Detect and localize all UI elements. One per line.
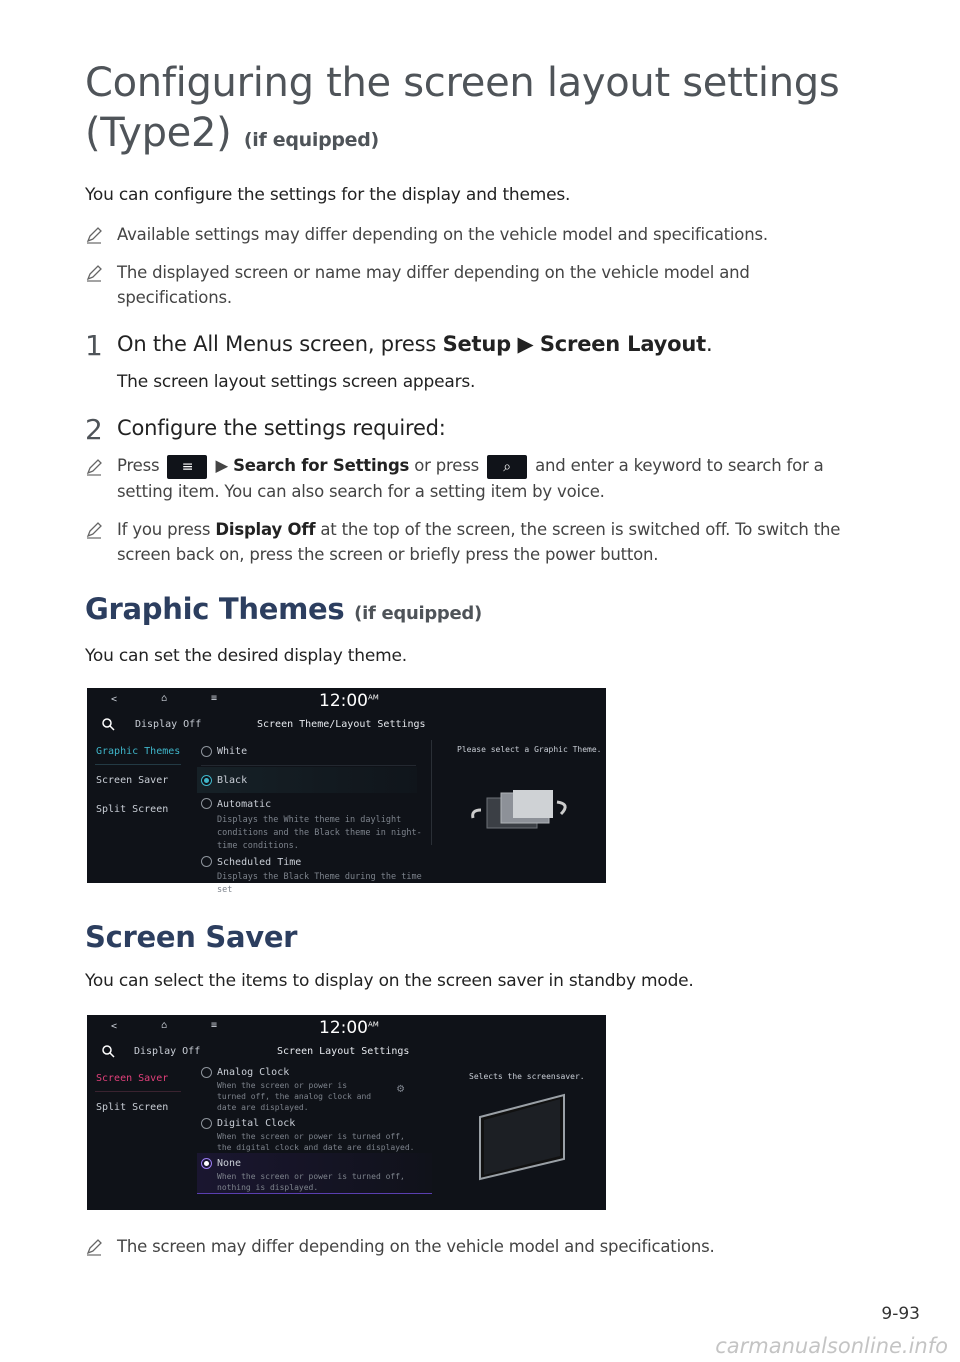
- step1-setup: Setup: [442, 332, 511, 356]
- note-or: or press: [409, 456, 479, 475]
- screenshot-theme-settings: [87, 688, 606, 895]
- note-do-c: at the top of the screen, the screen is switched off. To switch the: [315, 520, 841, 539]
- theme-illustration: [467, 788, 577, 833]
- pencil-icon: [85, 458, 103, 476]
- step2-text: Configure the settings required:: [117, 416, 446, 440]
- menu-icon: ≡: [167, 455, 207, 479]
- note-search-cont: setting item. You can also search for a setting item by voice.: [117, 482, 605, 501]
- back-icon[interactable]: <: [111, 1021, 118, 1032]
- nav-split-screen[interactable]: Split Screen: [96, 804, 169, 815]
- radio-digital[interactable]: [201, 1118, 212, 1129]
- monitor-illustration: [472, 1087, 572, 1187]
- nav-underline: [95, 1091, 181, 1092]
- section-heading-graphic: [85, 592, 482, 626]
- option-digital-desc: When the screen or power is turned off, the digital clock and date are displayed.: [217, 1132, 415, 1152]
- radio-automatic[interactable]: [201, 798, 212, 809]
- nav-split-screen[interactable]: Split Screen: [96, 1102, 169, 1113]
- note-bottom: The screen may differ depending on the vehicle model and specifications.: [117, 1237, 715, 1256]
- home-icon[interactable]: ⌂: [161, 1020, 168, 1031]
- nav-screen-saver[interactable]: Screen Saver: [96, 775, 169, 786]
- screen-header: Screen Theme/Layout Settings: [257, 719, 426, 730]
- panel-divider: [431, 740, 432, 845]
- screenshot-saver-settings: [87, 1015, 606, 1210]
- graphic-desc: You can set the desired display theme.: [85, 646, 407, 666]
- theme-hint: Please select a Graphic Theme.: [457, 745, 602, 754]
- clock-time: 12:00: [319, 1018, 368, 1038]
- radio-scheduled[interactable]: [201, 856, 212, 867]
- clock-ampm: AM: [368, 693, 379, 702]
- menu-icon[interactable]: ≡: [211, 1020, 218, 1031]
- radio-none[interactable]: [201, 1158, 212, 1169]
- note-search: [117, 453, 824, 479]
- radio-black[interactable]: [201, 775, 212, 786]
- watermark: carmanualsonline.info: [715, 1334, 948, 1358]
- option-black[interactable]: Black: [217, 775, 248, 786]
- back-icon[interactable]: <: [111, 694, 118, 705]
- note-arrow: ▶: [215, 456, 229, 475]
- pencil-icon: [85, 1238, 103, 1256]
- step1-end: .: [705, 332, 713, 356]
- note-settings-differ: Available settings may differ depending on the vehicle model and specifications.: [117, 225, 768, 244]
- option-none[interactable]: None: [217, 1158, 242, 1169]
- graphic-suffix: (if equipped): [354, 603, 482, 624]
- note-do-a: If you press: [117, 520, 216, 539]
- title-line2: (Type2): [85, 110, 232, 156]
- step1-text-a: On the All Menus screen, press: [117, 332, 443, 356]
- step1-sub: The screen layout settings screen appears.: [117, 372, 476, 392]
- intro-text: You can configure the settings for the display and themes.: [85, 185, 571, 205]
- step1-arrow: ▶: [510, 332, 540, 356]
- page-number: 9-93: [881, 1304, 920, 1324]
- display-off-button[interactable]: Display Off: [134, 1046, 201, 1057]
- step-number: 2: [85, 413, 103, 446]
- step1-layout: Screen Layout: [539, 332, 706, 356]
- option-none-desc: When the screen or power is turned off, nothing is displayed.: [217, 1172, 405, 1192]
- note-press: Press: [117, 456, 160, 475]
- pencil-icon: [85, 264, 103, 282]
- clock: [319, 1018, 379, 1038]
- note-screen-differ-cont: specifications.: [117, 288, 232, 307]
- pencil-icon: [85, 226, 103, 244]
- menu-icon[interactable]: ≡: [211, 693, 218, 704]
- option-analog[interactable]: Analog Clock: [217, 1067, 290, 1078]
- nav-underline: [95, 764, 181, 765]
- clock: [319, 691, 379, 711]
- page-title: [85, 58, 839, 165]
- note-screen-differ: The displayed screen or name may differ depending on the vehicle model and: [117, 263, 750, 282]
- screen-header: Screen Layout Settings: [277, 1046, 410, 1057]
- nav-screen-saver[interactable]: Screen Saver: [96, 1073, 169, 1084]
- search-icon[interactable]: [102, 1045, 115, 1058]
- option-scheduled[interactable]: Scheduled Time: [217, 857, 302, 868]
- note-display-off-cont: screen back on, press the screen or briefly press the power button.: [117, 545, 659, 564]
- title-suffix: (if equipped): [243, 129, 379, 151]
- option-white[interactable]: White: [217, 746, 248, 757]
- section-heading-saver: Screen Saver: [85, 920, 298, 954]
- step1-text: [117, 332, 712, 356]
- divider: [201, 765, 416, 766]
- graphic-heading: Graphic Themes: [85, 592, 345, 626]
- gear-icon[interactable]: ⚙: [397, 1081, 405, 1095]
- option-automatic[interactable]: Automatic: [217, 799, 272, 810]
- note-rest: and enter a keyword to search for a: [530, 456, 824, 475]
- display-off-button[interactable]: Display Off: [135, 719, 202, 730]
- nav-graphic-themes[interactable]: Graphic Themes: [96, 746, 181, 757]
- search-icon[interactable]: [102, 718, 115, 731]
- clock-time: 12:00: [319, 691, 368, 711]
- option-scheduled-desc: Displays the Black Theme during the time set: [217, 872, 422, 895]
- option-analog-desc: When the screen or power is turned off, the analog clock and date are displayed.: [217, 1081, 372, 1112]
- option-automatic-desc: Displays the White theme in daylight conditions and the Black theme in night-time conditions.: [217, 815, 422, 851]
- search-icon: ⌕: [487, 455, 527, 479]
- selected-underline: [197, 1193, 432, 1194]
- note-do-b: Display Off: [215, 520, 316, 539]
- note-search-settings: Search for Settings: [233, 456, 410, 475]
- title-line1: Configuring the screen layout settings: [85, 60, 840, 106]
- note-display-off: [117, 517, 840, 542]
- radio-analog[interactable]: [201, 1067, 212, 1078]
- saver-hint: Selects the screensaver.: [469, 1072, 585, 1081]
- saver-desc: You can select the items to display on the screen saver in standby mode.: [85, 971, 694, 991]
- option-digital[interactable]: Digital Clock: [217, 1118, 296, 1129]
- pencil-icon: [85, 521, 103, 539]
- step-number: 1: [85, 329, 103, 362]
- clock-ampm: AM: [368, 1020, 379, 1029]
- home-icon[interactable]: ⌂: [161, 693, 168, 704]
- radio-white[interactable]: [201, 746, 212, 757]
